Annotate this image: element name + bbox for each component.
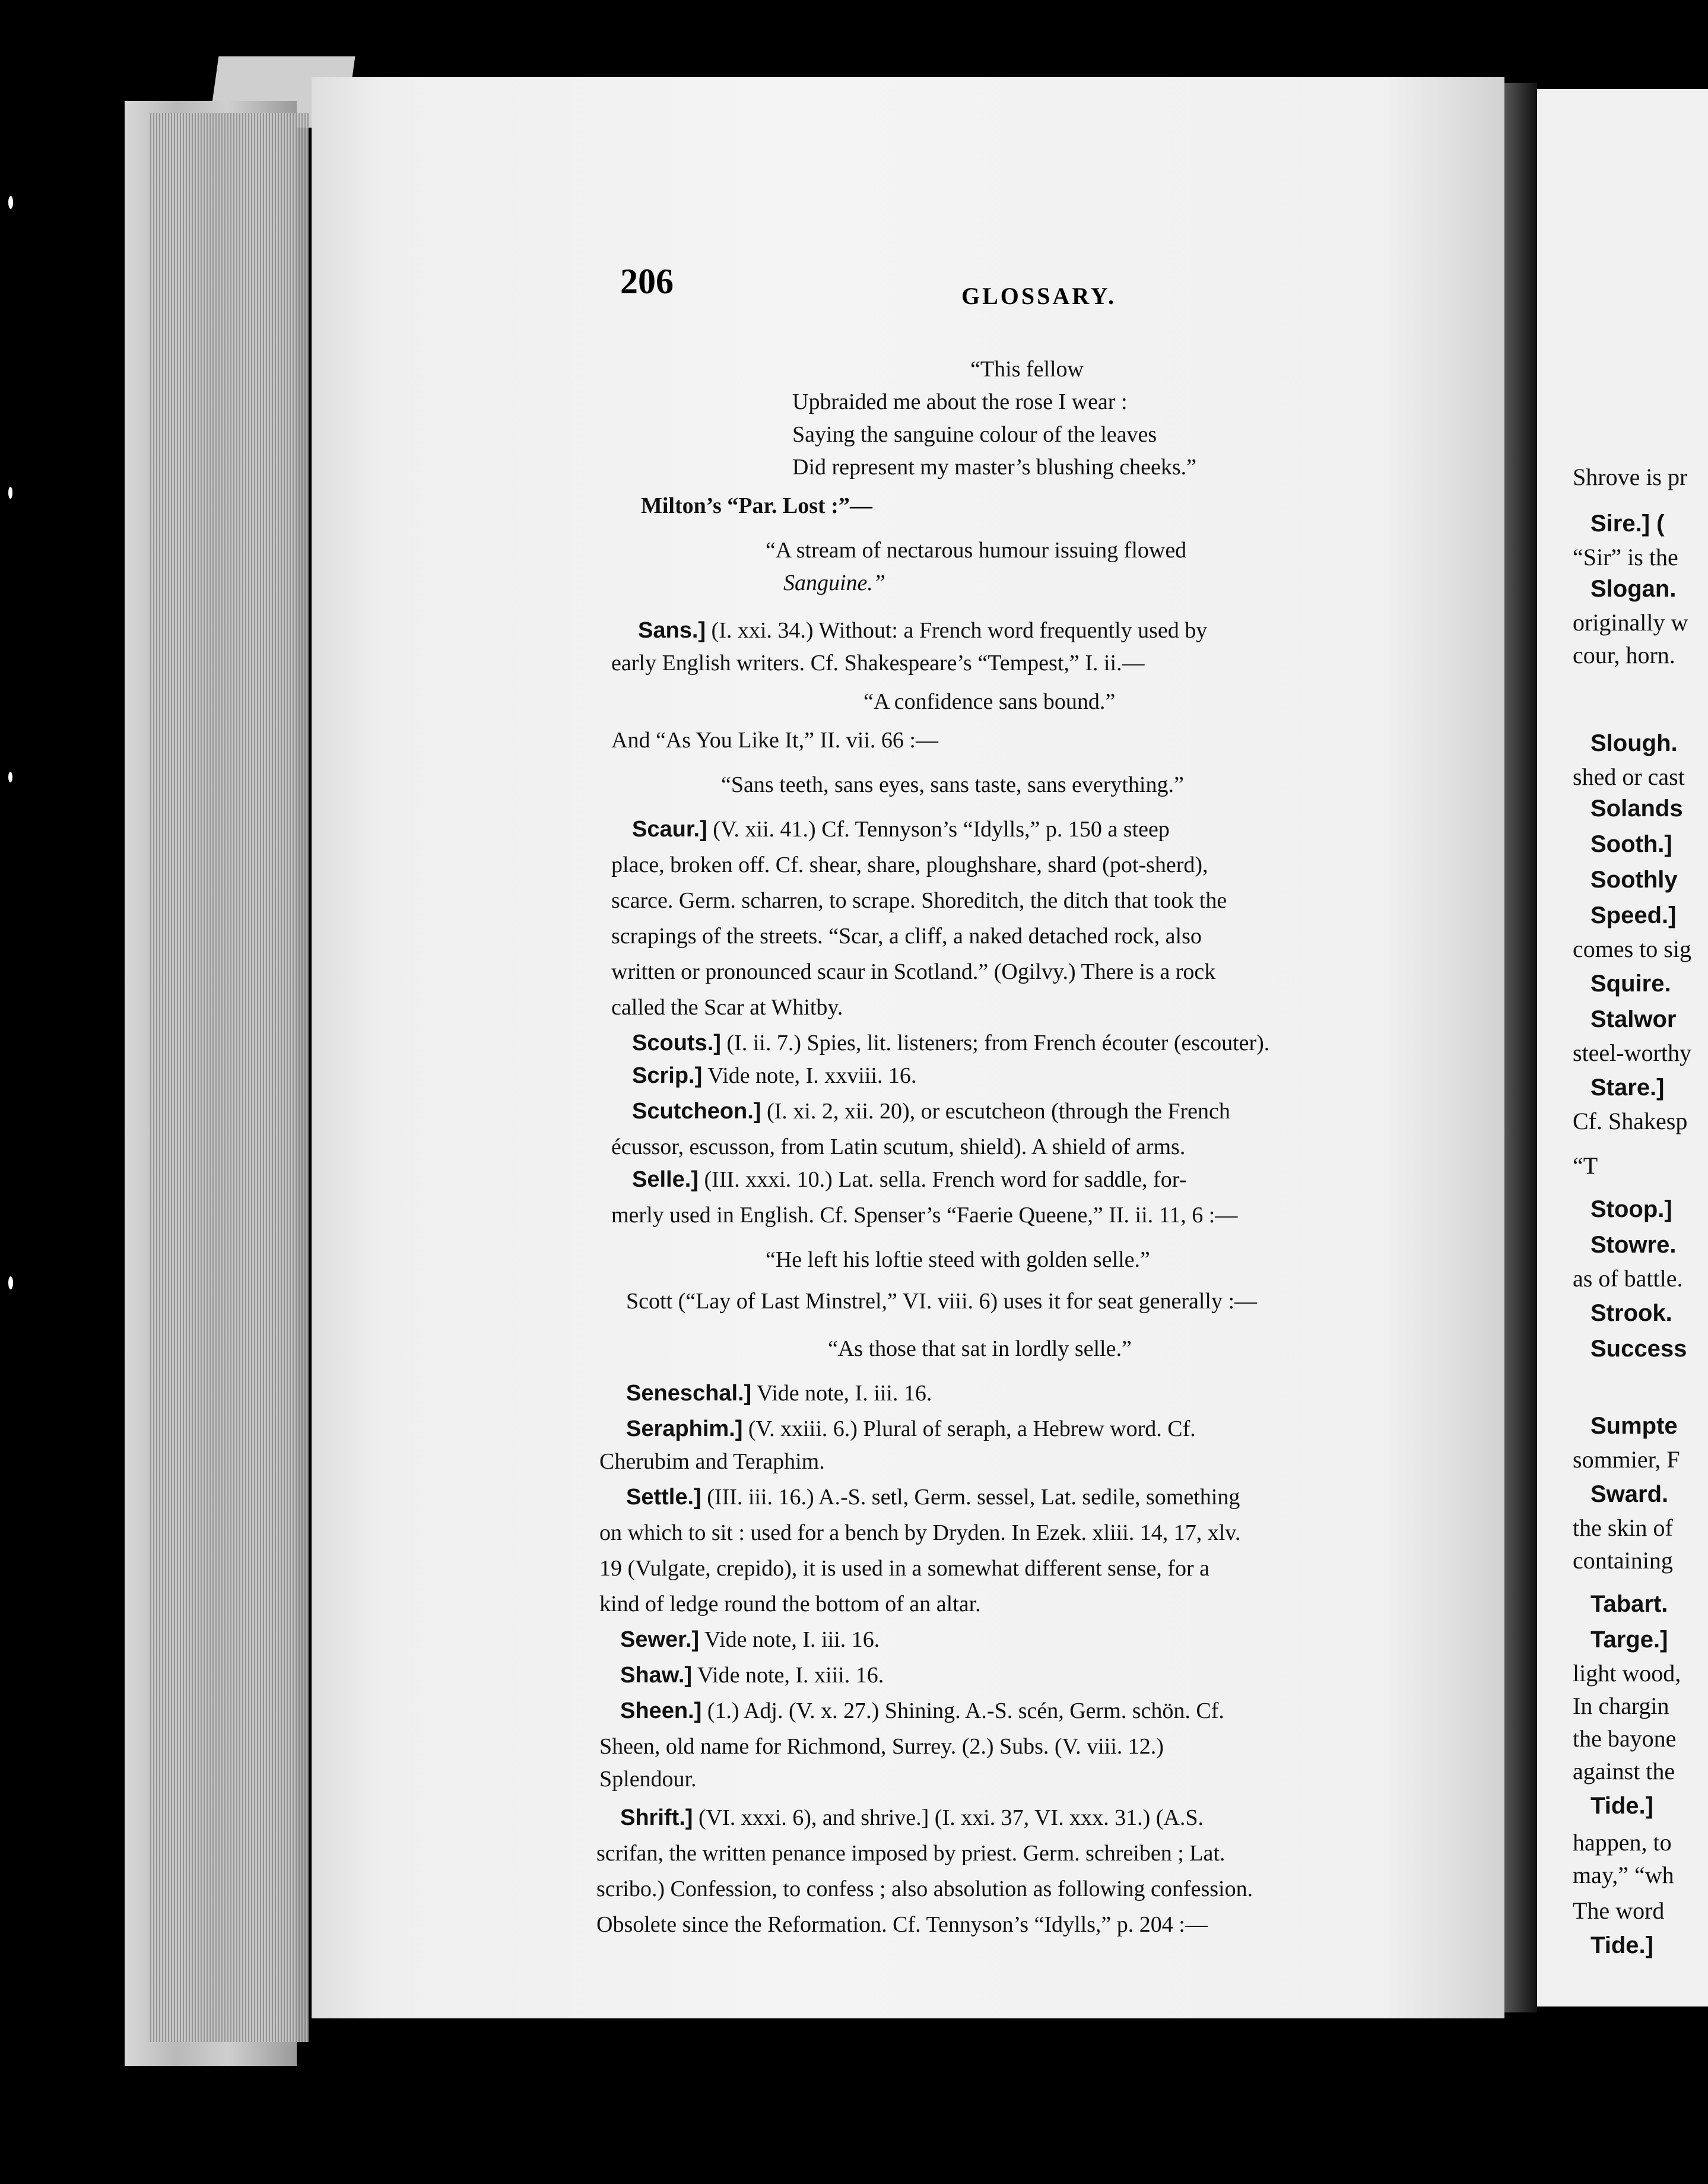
glossary-text-line: merly used in English. Cf. Spenser’s “Faerie Queene,” II. ii. 11, 6 :—: [611, 1203, 1238, 1228]
headword: Sewer.]: [620, 1627, 700, 1652]
right-page-line: Sumpte: [1590, 1413, 1678, 1439]
headword: Settle.]: [626, 1485, 701, 1510]
right-page-line: cour, horn.: [1573, 642, 1675, 668]
glossary-entry-line: Sheen.] (1.) Adj. (V. x. 27.) Shining. A.-S. scén, Germ. schön. Cf.: [620, 1698, 1224, 1723]
glossary-text-line: kind of ledge round the bottom of an altar.: [599, 1592, 981, 1616]
glossary-entry-line: Settle.] (III. iii. 16.) A.-S. setl, Germ. sessel, Lat. sedile, something: [626, 1485, 1240, 1510]
glossary-text-line: And “As You Like It,” II. vii. 66 :—: [611, 728, 938, 753]
glossary-text-line: Did represent my master’s blushing cheeks.”: [792, 455, 1197, 480]
right-page-line: sommier, F: [1573, 1446, 1680, 1473]
right-page-line: The word: [1573, 1897, 1665, 1924]
book-gutter: [1504, 83, 1537, 2012]
headword: Scouts.]: [632, 1031, 721, 1055]
glossary-text-line: written or pronounced scaur in Scotland.” (Ogilvy.) There is a rock: [611, 959, 1216, 984]
glossary-entry-line: Scrip.] Vide note, I. xxviii. 16.: [632, 1063, 917, 1088]
right-page-line: the bayone: [1573, 1725, 1677, 1752]
right-page-line: Stalwor: [1590, 1006, 1677, 1032]
glossary-text-line: “As those that sat in lordly selle.”: [828, 1336, 1132, 1361]
right-page-line: Soothly: [1590, 867, 1678, 893]
right-page-line: “T: [1573, 1152, 1598, 1179]
headword: Shrift.]: [620, 1805, 693, 1830]
glossary-text-line: 19 (Vulgate, crepido), it is used in a somewhat different sense, for a: [599, 1556, 1209, 1581]
right-page-line: Slough.: [1590, 730, 1678, 756]
right-page-line: Stare.]: [1590, 1074, 1665, 1101]
glossary-text-line: écussor, escusson, from Latin scutum, shield). A shield of arms.: [611, 1134, 1186, 1159]
scan-speck: [8, 487, 12, 499]
glossary-text-line: early English writers. Cf. Shakespeare’s “Tempest,” I. ii.—: [611, 651, 1145, 676]
glossary-entry-line: Sewer.] Vide note, I. iii. 16.: [620, 1627, 880, 1652]
glossary-text-line: Milton’s “Par. Lost :”—: [641, 493, 872, 518]
headword: Shaw.]: [620, 1663, 693, 1688]
running-head: GLOSSARY.: [961, 283, 1116, 309]
right-page-line: Shrove is pr: [1573, 464, 1688, 490]
glossary-text-line: “This fellow: [970, 357, 1084, 382]
right-page-line: Targe.]: [1590, 1627, 1668, 1653]
glossary-text-line: Sheen, old name for Richmond, Surrey. (2.) Subs. (V. viii. 12.): [599, 1734, 1164, 1759]
right-page-line: In chargin: [1573, 1692, 1669, 1719]
page-block-lines: [148, 113, 309, 2042]
glossary-entry-line: Scutcheon.] (I. xi. 2, xii. 20), or escutcheon (through the French: [632, 1099, 1230, 1124]
right-page-line: Sooth.]: [1590, 831, 1672, 857]
glossary-entry-line: Shaw.] Vide note, I. xiii. 16.: [620, 1663, 884, 1688]
scan-speck: [8, 196, 13, 209]
right-page-line: as of battle.: [1573, 1265, 1683, 1292]
right-page-line: happen, to: [1573, 1829, 1672, 1856]
right-page-line: Stoop.]: [1590, 1196, 1672, 1222]
right-page-line: Tide.]: [1590, 1793, 1653, 1819]
right-page-line: Strook.: [1590, 1300, 1672, 1326]
glossary-text-line: Cherubim and Teraphim.: [599, 1449, 825, 1474]
headword: Scutcheon.]: [632, 1099, 761, 1124]
glossary-entry-line: Seraphim.] (V. xxiii. 6.) Plural of seraph, a Hebrew word. Cf.: [626, 1416, 1196, 1441]
headword: Sans.]: [638, 618, 706, 643]
glossary-text-line: “A stream of nectarous humour issuing flowed: [766, 538, 1187, 563]
glossary-text-line: on which to sit : used for a bench by Dryden. In Ezek. xliii. 14, 17, xlv.: [599, 1520, 1241, 1545]
glossary-text-line: Saying the sanguine colour of the leaves: [792, 422, 1157, 447]
headword: Scaur.]: [632, 817, 707, 842]
scan-speck: [8, 1276, 13, 1289]
right-page-line: Sire.] (: [1590, 511, 1665, 537]
right-page-line: the skin of: [1573, 1514, 1673, 1541]
glossary-text-line: scrapings of the streets. “Scar, a cliff, a naked detached rock, also: [611, 924, 1202, 949]
page-number: 206: [620, 262, 674, 301]
right-page-line: light wood,: [1573, 1660, 1681, 1687]
right-page-line: originally w: [1573, 609, 1688, 636]
right-page-line: containing: [1573, 1547, 1673, 1574]
glossary-entry-line: Shrift.] (VI. xxxi. 6), and shrive.] (I. xxi. 37, VI. xxx. 31.) (A.S.: [620, 1805, 1204, 1830]
right-page-line: steel-worthy: [1573, 1039, 1691, 1066]
glossary-text-line: Splendour.: [599, 1767, 697, 1792]
right-page-line: Stowre.: [1590, 1232, 1677, 1258]
right-page-line: shed or cast: [1573, 763, 1685, 790]
glossary-text-line: “He left his loftie steed with golden selle.”: [766, 1247, 1150, 1272]
glossary-text-line: Sanguine.”: [783, 570, 886, 595]
glossary-text-line: scrifan, the written penance imposed by priest. Germ. schreiben ; Lat.: [596, 1841, 1226, 1866]
glossary-text-line: scribo.) Confession, to confess ; also absolution as following confession.: [596, 1876, 1253, 1901]
glossary-entry-line: Seneschal.] Vide note, I. iii. 16.: [626, 1381, 932, 1406]
headword: Scrip.]: [632, 1063, 703, 1088]
right-page-line: “Sir” is the: [1573, 544, 1678, 570]
glossary-text-line: Upbraided me about the rose I wear :: [792, 389, 1128, 414]
right-page-line: Tabart.: [1590, 1591, 1668, 1617]
right-page-line: Cf. Shakesp: [1573, 1108, 1688, 1134]
headword: Sheen.]: [620, 1698, 702, 1723]
headword: Seraphim.]: [626, 1416, 743, 1441]
right-page-line: Success: [1590, 1336, 1687, 1362]
right-page-line: Squire.: [1590, 971, 1671, 997]
right-page-line: Slogan.: [1590, 576, 1677, 602]
glossary-text-line: called the Scar at Whitby.: [611, 995, 843, 1020]
glossary-text-line: “A confidence sans bound.”: [863, 689, 1116, 714]
right-page-line: may,” “wh: [1573, 1862, 1674, 1888]
glossary-entry-line: Scaur.] (V. xii. 41.) Cf. Tennyson’s “Idylls,” p. 150 a steep: [632, 817, 1170, 842]
right-page-line: comes to sig: [1573, 936, 1691, 962]
right-page-line: Sward.: [1590, 1481, 1669, 1507]
right-page-line: Tide.]: [1590, 1932, 1653, 1958]
glossary-text-line: place, broken off. Cf. shear, share, ploughshare, shard (pot-sherd),: [611, 852, 1208, 877]
glossary-entry-line: Selle.] (III. xxxi. 10.) Lat. sella. French word for saddle, for-: [632, 1167, 1187, 1192]
right-page: [1537, 89, 1708, 2007]
right-page-line: Solands: [1590, 795, 1683, 822]
headword: Seneschal.]: [626, 1381, 752, 1406]
glossary-text-line: Obsolete since the Reformation. Cf. Tennyson’s “Idylls,” p. 204 :—: [596, 1912, 1208, 1937]
glossary-text-line: Scott (“Lay of Last Minstrel,” VI. viii. 6) uses it for seat generally :—: [626, 1289, 1258, 1314]
scan-speck: [8, 772, 12, 782]
glossary-entry-line: Scouts.] (I. ii. 7.) Spies, lit. listeners; from French écouter (escouter).: [632, 1031, 1270, 1055]
glossary-text-line: scarce. Germ. scharren, to scrape. Shoreditch, the ditch that took the: [611, 888, 1227, 913]
headword: Selle.]: [632, 1167, 699, 1192]
glossary-entry-line: Sans.] (I. xxi. 34.) Without: a French word frequently used by: [638, 618, 1208, 643]
glossary-text-line: “Sans teeth, sans eyes, sans taste, sans everything.”: [721, 772, 1184, 797]
right-page-line: Speed.]: [1590, 902, 1677, 928]
right-page-line: against the: [1573, 1758, 1675, 1784]
